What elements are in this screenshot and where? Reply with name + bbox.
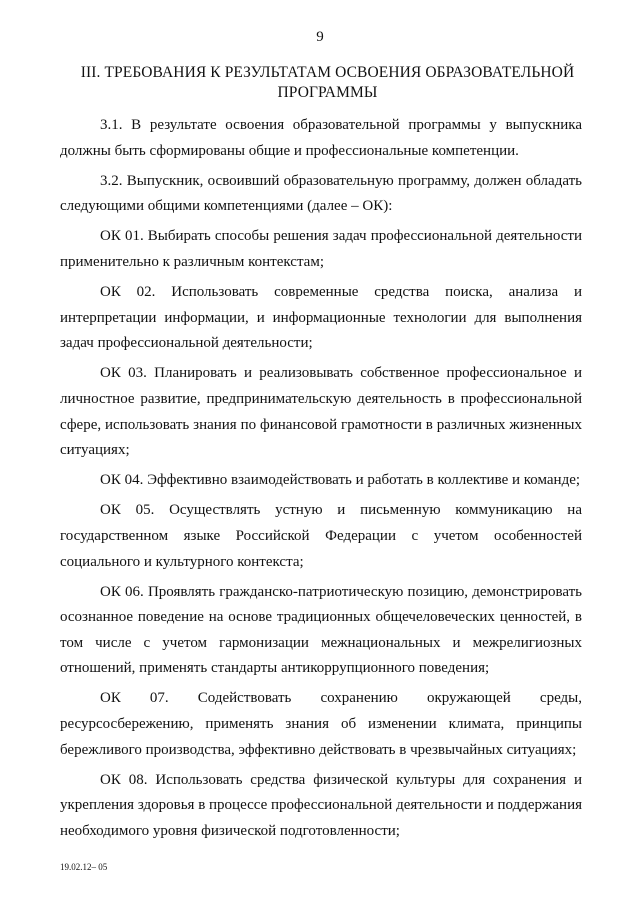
competence-ok-03: ОК 03. Планировать и реализовывать собственное профессиональное и личностное развитие, предпринимательскую деятельность в профессиональной сфере, использовать знания по финансовой грамотности в различных жизненных ситуациях; [60, 365, 582, 459]
competence-ok-01: ОК 01. Выбирать способы решения задач профессиональной деятельности применительно к различным контекстам; [60, 228, 582, 270]
page-number: 9 [316, 29, 324, 45]
competence-ok-07: ОК 07. Содействовать сохранению окружающей среды, ресурсосбережению, применять знания об изменении климата, принципы бережливого производства, эффективно действовать в чрезвычайных ситуациях; [60, 690, 582, 758]
paragraph-3-1: 3.1. В результате освоения образовательной программы у выпускника должны быть сформированы общие и профессиональные компетенции. [60, 117, 582, 159]
competence-ok-02: ОК 02. Использовать современные средства поиска, анализа и интерпретации информации, и информационные технологии для выполнения задач профессиональной деятельности; [60, 284, 582, 352]
document-body [60, 113, 582, 849]
paragraph-3-2: 3.2. Выпускник, освоивший образовательную программу, должен обладать следующими общими компетенциями (далее – ОК): [60, 172, 582, 215]
competence-ok-06: ОК 06. Проявлять гражданско-патриотическую позицию, демонстрировать осознанное поведение на основе традиционных общечеловеческих ценностей, в том числе с учетом гармонизации межнациональных и межрелигиозных отношений, применять стандарты антикоррупционного поведения; [60, 583, 582, 677]
section-title: III. ТРЕБОВАНИЯ К РЕЗУЛЬТАТАМ ОСВОЕНИЯ ОБРАЗОВАТЕЛЬНОЙ ПРОГРАММЫ [80, 64, 575, 101]
document-code: 19.02.12– 05 [60, 862, 108, 872]
competence-ok-08: ОК 08. Использовать средства физической культуры для сохранения и укрепления здоровья в процессе профессиональной деятельности и поддержания необходимого уровня физической подготовленности; [60, 771, 582, 839]
competence-ok-04: ОК 04. Эффективно взаимодействовать и работать в коллективе и команде; [100, 472, 581, 489]
competence-ok-05: ОК 05. Осуществлять устную и письменную коммуникацию на государственном языке Российской Федерации с учетом особенностей социального и культурного контекста; [60, 502, 582, 570]
